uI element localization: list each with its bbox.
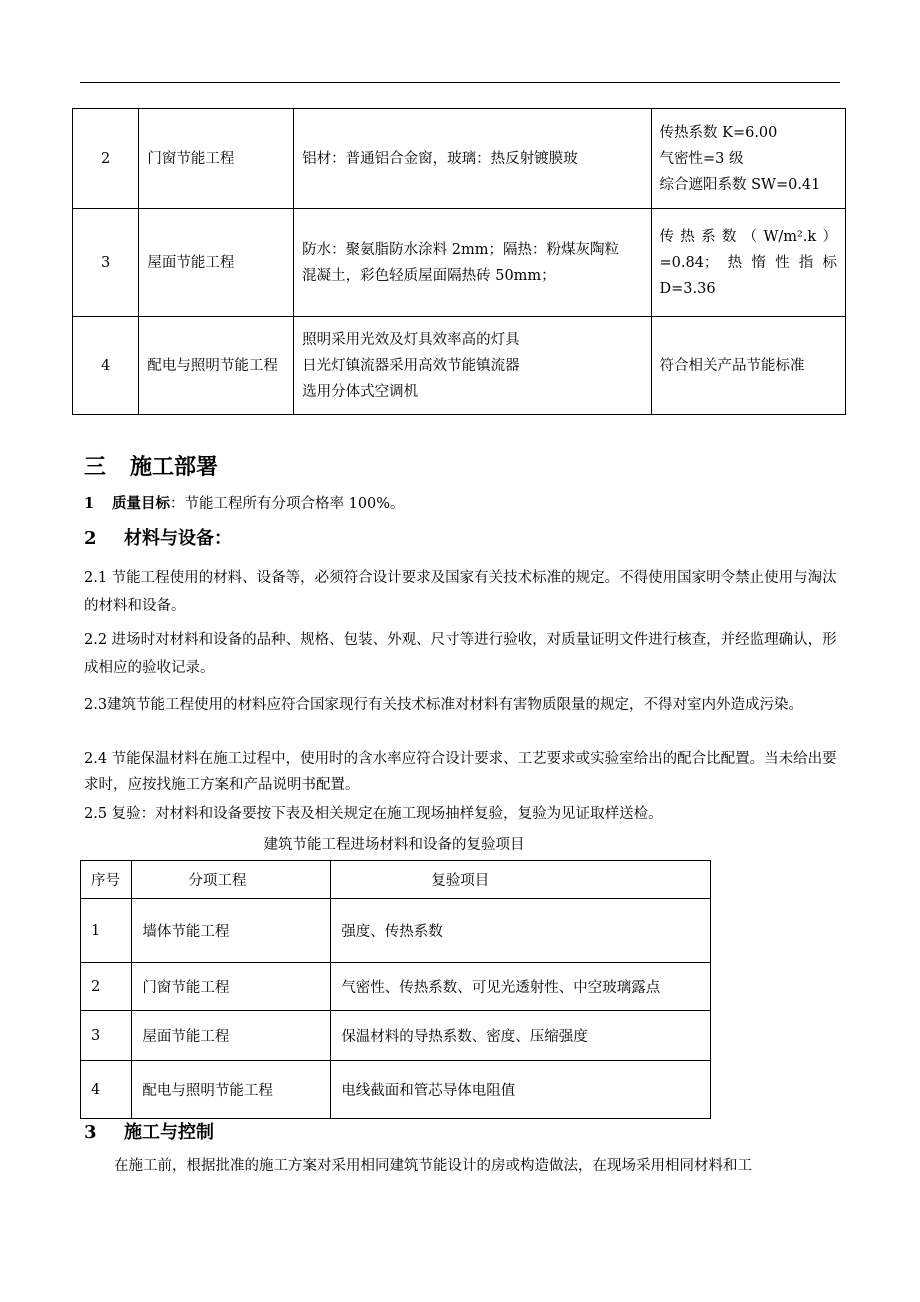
row-number: 4 (73, 317, 139, 415)
table-cell: 屋面节能工程 (132, 1011, 331, 1061)
req-line: 综合遮阳系数 SW=0.41 (659, 176, 821, 193)
desc-line: 选用分体式空调机 (302, 383, 419, 400)
req-line: D=3.36 (659, 280, 716, 297)
table-row (81, 1061, 711, 1119)
check-table (80, 860, 711, 1119)
column-header: 分项工程 (132, 861, 331, 899)
item-number: 1 (84, 495, 95, 512)
paragraph: 2.3建筑节能工程使用的材料应符合国家现行有关技术标准对材料有害物质限量的规定，不得对室内外造成污染。 (84, 697, 804, 713)
table-row (73, 109, 846, 209)
desc-line: 照明采用光效及灯具效率高的灯具 (302, 331, 520, 348)
table-row (73, 209, 846, 317)
desc-line: 铝材：普通铝合金窗，玻璃：热反射镀膜玻 (302, 150, 578, 167)
table-row (81, 1011, 711, 1061)
column-header: 复验项目 (331, 861, 711, 899)
req-line: 符合相关产品节能标准 (659, 357, 805, 374)
spec-table (72, 108, 846, 415)
quality-goal (84, 490, 842, 518)
row-name: 屋面节能工程 (139, 209, 294, 317)
item-text: ：节能工程所有分项合格率 100%。 (170, 496, 405, 512)
subsection-heading (84, 524, 232, 550)
subsection-number: 2 (84, 528, 97, 549)
desc-line: 日光灯镇流器采用高效节能镇流器 (302, 357, 520, 374)
table-cell: 门窗节能工程 (132, 963, 331, 1011)
table-cell: 保温材料的导热系数、密度、压缩强度 (331, 1011, 711, 1061)
table-row (81, 899, 711, 963)
subsection-heading (84, 1118, 214, 1144)
table-row (81, 963, 711, 1011)
paragraph: 2.4 节能保温材料在施工过程中，使用时的含水率应符合设计要求、工艺要求或实验室给出的配合比配置。当未给出要求时，应按找施工方案和产品说明书配置。 (84, 751, 837, 793)
table-cell: 墙体节能工程 (132, 899, 331, 963)
section-number: 三 (84, 454, 107, 480)
subsection-title: 施工与控制 (124, 1122, 214, 1143)
table-cell: 3 (81, 1011, 132, 1061)
row-req (651, 317, 846, 415)
table-cell: 气密性、传热系数、可见光透射性、中空玻璃露点 (331, 963, 711, 1011)
table-cell: 强度、传热系数 (331, 899, 711, 963)
row-req (651, 109, 846, 209)
table-caption: 建筑节能工程进场材料和设备的复验项目 (263, 837, 525, 853)
row-req (651, 209, 846, 317)
section-heading (84, 450, 218, 481)
table-cell: 1 (81, 899, 132, 963)
row-desc (294, 109, 651, 209)
row-desc (294, 209, 651, 317)
subsection-title: 材料与设备： (124, 528, 232, 549)
paragraph: 在施工前，根据批准的施工方案对采用相同建筑节能设计的房或构造做法，在现场采用相同材料和工 (114, 1158, 752, 1174)
table-cell: 电线截面和管芯导体电阻值 (331, 1061, 711, 1119)
paragraph: 2.1 节能工程使用的材料、设备等，必须符合设计要求及国家有关技术标准的规定。不得使用国家明令禁止使用与淘汰的材料和设备。 (84, 570, 837, 614)
item-label: 质量目标 (112, 495, 170, 512)
table-header-row (81, 861, 711, 899)
table-cell: 2 (81, 963, 132, 1011)
table-cell: 配电与照明节能工程 (132, 1061, 331, 1119)
column-header: 序号 (81, 861, 132, 899)
row-number: 2 (73, 109, 139, 209)
req-line: 传热系数（W/m².k） (659, 228, 837, 245)
paragraph: 2.2 进场时对材料和设备的品种、规格、包装、外观、尺寸等进行验收，对质量证明文件进行核查，并经监理确认，形成相应的验收记录。 (84, 632, 837, 676)
desc-line: 防水：聚氨脂防水涂料 2mm；隔热：粉煤灰陶粒 (302, 241, 619, 258)
desc-line: 混凝土，彩色轻质屋面隔热砖 50mm； (302, 267, 556, 284)
table-cell: 4 (81, 1061, 132, 1119)
paragraph: 2.5 复验：对材料和设备要按下表及相关规定在施工现场抽样复验，复验为见证取样送检。 (84, 806, 663, 822)
subsection-number: 3 (84, 1122, 97, 1143)
req-line: 传热系数 K=6.00 (659, 124, 778, 141)
table-row (73, 317, 846, 415)
header-rule (80, 82, 840, 83)
row-name: 配电与照明节能工程 (139, 317, 294, 415)
req-line: =0.84；热惰性指标 (659, 254, 837, 271)
req-line: 气密性=3 级 (659, 150, 744, 167)
row-desc (294, 317, 651, 415)
section-title: 施工部署 (130, 454, 219, 480)
row-number: 3 (73, 209, 139, 317)
row-name: 门窗节能工程 (139, 109, 294, 209)
